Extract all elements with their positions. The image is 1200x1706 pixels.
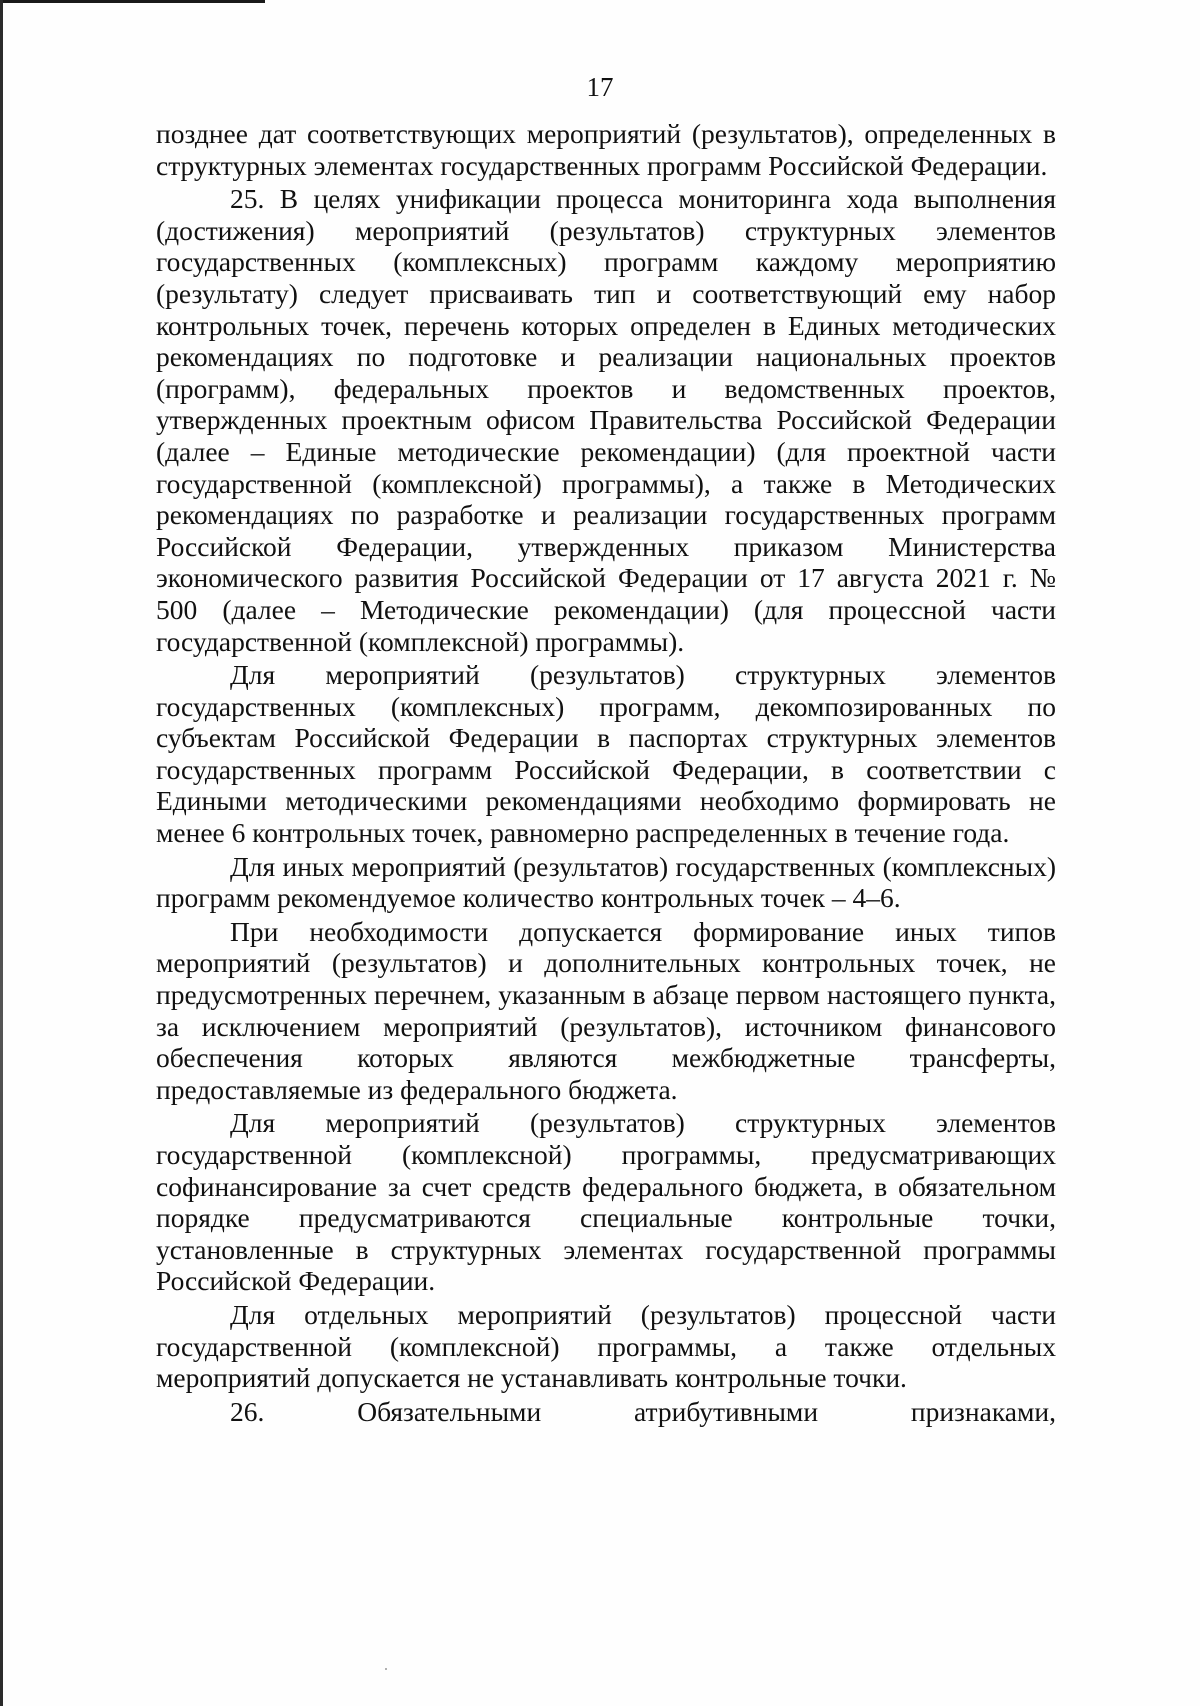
paragraph-additional-types: При необходимости допускается формирование иных типов мероприятий (результатов) и дополнительных контрольных точек, не предусмотренных перечнем, указанным в абзаце первом настоящего пункта, за исключением мероприятий (результатов), источником финансового обеспечения которых являются межбюджетные трансферты, предоставляемые из федерального бюджета. (156, 915, 1056, 1105)
document-body (156, 118, 1056, 1429)
scan-speck (385, 1668, 387, 1670)
paragraph-exemptions: Для отдельных мероприятий (результатов) процессной части государственной (комплексной) программы, а также отдельных мероприятий допускается не устанавливать контрольные точки. (156, 1298, 1056, 1394)
scan-edge-left (0, 0, 3, 1706)
paragraph-decomposed-results: Для мероприятий (результатов) структурных элементов государственных (комплексных) программ, декомпозированных по субъектам Российской Федерации в паспортах структурных элементов государственных программ Российской Федерации, в соответствии с Едиными методическими рекомендациями необходимо формировать не менее 6 контрольных точек, равномерно распределенных в течение года. (156, 659, 1056, 849)
paragraph-cofinancing: Для мероприятий (результатов) структурных элементов государственной (комплексной) программы, предусматривающих софинансирование за счет средств федерального бюджета, в обязательном порядке предусматриваются специальные контрольные точки, установленные в структурных элементах государственной программы Российской Федерации. (156, 1107, 1056, 1297)
paragraph-item-26: 26. Обязательными атрибутивными признаками, (230, 1395, 1056, 1427)
paragraph-continuation: позднее дат соответствующих мероприятий (результатов), определенных в структурных элементах государственных программ Российской Федерации. (156, 118, 1056, 181)
paragraph-item-25: 25. В целях унификации процесса мониторинга хода выполнения (достижения) мероприятий (результатов) структурных элементов государственных (комплексных) программ каждому мероприятию (результату) следует присваивать тип и соответствующий ему набор контрольных точек, перечень которых определен в Единых методических рекомендациях по подготовке и реализации национальных проектов (программ), федеральных проектов и ведомственных проектов, утвержденных проектным офисом Правительства Российской Федерации (далее – Единые методические рекомендации) (для проектной части государственной (комплексной) программы), а также в Методических рекомендациях по разработке и реализации государственных программ Российской Федерации, утвержденных приказом Министерства экономического развития Российской Федерации от 17 августа 2021 г. № 500 (далее – Методические рекомендации) (для процессной части государственной (комплексной) программы). (156, 183, 1056, 657)
scan-edge-top (0, 0, 265, 3)
page-number: 17 (586, 72, 614, 102)
paragraph-other-results: Для иных мероприятий (результатов) государственных (комплексных) программ рекомендуемое количество контрольных точек – 4–6. (156, 850, 1056, 914)
